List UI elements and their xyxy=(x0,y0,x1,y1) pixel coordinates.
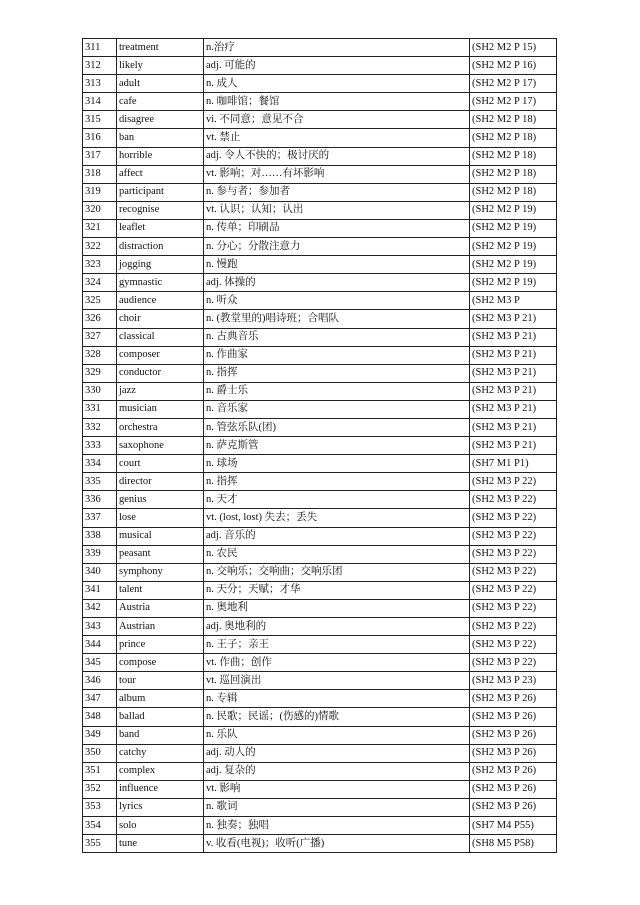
entry-meaning: n. 歌词 xyxy=(204,798,470,816)
entry-number: 332 xyxy=(83,418,117,436)
entry-meaning: n. 咖啡馆；餐馆 xyxy=(204,93,470,111)
table-row xyxy=(83,780,557,798)
entry-reference: (SH2 M3 P xyxy=(470,292,557,310)
entry-reference: (SH2 M3 P 21) xyxy=(470,346,557,364)
entry-number: 343 xyxy=(83,618,117,636)
table-row xyxy=(83,762,557,780)
entry-word: prince xyxy=(117,636,204,654)
table-row xyxy=(83,798,557,816)
table-row xyxy=(83,599,557,617)
entry-meaning: adj. 音乐的 xyxy=(204,527,470,545)
table-row xyxy=(83,147,557,165)
entry-reference: (SH2 M3 P 21) xyxy=(470,364,557,382)
entry-word: tour xyxy=(117,672,204,690)
entry-number: 320 xyxy=(83,201,117,219)
entry-number: 327 xyxy=(83,328,117,346)
entry-meaning: vt. 巡回演出 xyxy=(204,672,470,690)
entry-meaning: n. 爵士乐 xyxy=(204,382,470,400)
entry-reference: (SH2 M2 P 18) xyxy=(470,111,557,129)
entry-reference: (SH2 M3 P 26) xyxy=(470,762,557,780)
entry-word: band xyxy=(117,726,204,744)
entry-meaning: n. 独奏；独唱 xyxy=(204,817,470,835)
entry-reference: (SH2 M3 P 22) xyxy=(470,527,557,545)
entry-meaning: n. 王子；亲王 xyxy=(204,636,470,654)
entry-word: classical xyxy=(117,328,204,346)
table-row xyxy=(83,418,557,436)
entry-meaning: vt. 禁止 xyxy=(204,129,470,147)
entry-reference: (SH2 M2 P 17) xyxy=(470,75,557,93)
entry-meaning: n. 听众 xyxy=(204,292,470,310)
table-row xyxy=(83,201,557,219)
entry-word: ban xyxy=(117,129,204,147)
table-row xyxy=(83,509,557,527)
entry-word: saxophone xyxy=(117,437,204,455)
entry-word: director xyxy=(117,473,204,491)
entry-meaning: adj. 令人不快的；极讨厌的 xyxy=(204,147,470,165)
entry-number: 335 xyxy=(83,473,117,491)
vocabulary-table xyxy=(82,38,557,853)
entry-meaning: vt. 影响；对……有坏影响 xyxy=(204,165,470,183)
table-row xyxy=(83,835,557,853)
table-row xyxy=(83,274,557,292)
entry-word: lose xyxy=(117,509,204,527)
table-row xyxy=(83,256,557,274)
entry-number: 312 xyxy=(83,57,117,75)
entry-word: genius xyxy=(117,491,204,509)
entry-number: 338 xyxy=(83,527,117,545)
entry-number: 325 xyxy=(83,292,117,310)
entry-word: court xyxy=(117,455,204,473)
table-row xyxy=(83,382,557,400)
table-row xyxy=(83,473,557,491)
entry-meaning: n. 球场 xyxy=(204,455,470,473)
entry-word: disagree xyxy=(117,111,204,129)
entry-word: distraction xyxy=(117,238,204,256)
entry-word: complex xyxy=(117,762,204,780)
entry-number: 321 xyxy=(83,219,117,237)
entry-meaning: n. 交响乐；交响曲；交响乐团 xyxy=(204,563,470,581)
entry-number: 322 xyxy=(83,238,117,256)
entry-word: treatment xyxy=(117,39,204,57)
entry-reference: (SH2 M3 P 22) xyxy=(470,581,557,599)
entry-word: likely xyxy=(117,57,204,75)
entry-number: 345 xyxy=(83,654,117,672)
table-row xyxy=(83,581,557,599)
entry-number: 355 xyxy=(83,835,117,853)
table-row xyxy=(83,618,557,636)
entry-word: jogging xyxy=(117,256,204,274)
entry-word: composer xyxy=(117,346,204,364)
entry-word: tune xyxy=(117,835,204,853)
table-row xyxy=(83,328,557,346)
table-row xyxy=(83,527,557,545)
entry-number: 342 xyxy=(83,599,117,617)
entry-word: talent xyxy=(117,581,204,599)
entry-meaning: n. 天分；天赋；才华 xyxy=(204,581,470,599)
entry-number: 341 xyxy=(83,581,117,599)
entry-reference: (SH2 M3 P 22) xyxy=(470,636,557,654)
entry-reference: (SH2 M2 P 17) xyxy=(470,93,557,111)
entry-reference: (SH2 M3 P 26) xyxy=(470,708,557,726)
entry-meaning: vi. 不同意；意见不合 xyxy=(204,111,470,129)
table-row xyxy=(83,636,557,654)
entry-word: album xyxy=(117,690,204,708)
entry-number: 353 xyxy=(83,798,117,816)
entry-number: 333 xyxy=(83,437,117,455)
table-row xyxy=(83,455,557,473)
entry-number: 313 xyxy=(83,75,117,93)
entry-word: choir xyxy=(117,310,204,328)
table-row xyxy=(83,219,557,237)
entry-reference: (SH2 M3 P 26) xyxy=(470,690,557,708)
entry-number: 311 xyxy=(83,39,117,57)
table-row xyxy=(83,491,557,509)
entry-word: leaflet xyxy=(117,219,204,237)
entry-meaning: adj. 可能的 xyxy=(204,57,470,75)
table-row xyxy=(83,364,557,382)
entry-number: 330 xyxy=(83,382,117,400)
entry-meaning: n. 专辑 xyxy=(204,690,470,708)
entry-reference: (SH2 M2 P 15) xyxy=(470,39,557,57)
entry-meaning: n. 管弦乐队(团) xyxy=(204,418,470,436)
entry-word: orchestra xyxy=(117,418,204,436)
entry-meaning: n. 农民 xyxy=(204,545,470,563)
entry-number: 315 xyxy=(83,111,117,129)
entry-meaning: n. 民歌；民谣；(伤感的)情歌 xyxy=(204,708,470,726)
entry-number: 351 xyxy=(83,762,117,780)
entry-word: recognise xyxy=(117,201,204,219)
table-row xyxy=(83,292,557,310)
entry-reference: (SH2 M3 P 22) xyxy=(470,654,557,672)
entry-meaning: n. 传单；印刷品 xyxy=(204,219,470,237)
entry-reference: (SH2 M2 P 18) xyxy=(470,147,557,165)
entry-number: 347 xyxy=(83,690,117,708)
entry-word: adult xyxy=(117,75,204,93)
entry-meaning: n.治疗 xyxy=(204,39,470,57)
entry-number: 319 xyxy=(83,183,117,201)
table-row xyxy=(83,672,557,690)
entry-word: ballad xyxy=(117,708,204,726)
entry-number: 349 xyxy=(83,726,117,744)
table-row xyxy=(83,111,557,129)
entry-word: musician xyxy=(117,400,204,418)
entry-word: compose xyxy=(117,654,204,672)
entry-reference: (SH2 M3 P 22) xyxy=(470,618,557,636)
entry-meaning: n. 乐队 xyxy=(204,726,470,744)
table-row xyxy=(83,654,557,672)
entry-reference: (SH2 M2 P 19) xyxy=(470,274,557,292)
entry-word: lyrics xyxy=(117,798,204,816)
entry-number: 323 xyxy=(83,256,117,274)
entry-reference: (SH2 M2 P 19) xyxy=(470,219,557,237)
entry-meaning: adj. 体操的 xyxy=(204,274,470,292)
entry-reference: (SH2 M3 P 21) xyxy=(470,400,557,418)
entry-word: Austria xyxy=(117,599,204,617)
entry-word: influence xyxy=(117,780,204,798)
entry-reference: (SH2 M3 P 26) xyxy=(470,780,557,798)
table-row xyxy=(83,708,557,726)
entry-reference: (SH2 M2 P 18) xyxy=(470,183,557,201)
entry-meaning: n. 指挥 xyxy=(204,473,470,491)
entry-word: conductor xyxy=(117,364,204,382)
entry-meaning: n. 萨克斯管 xyxy=(204,437,470,455)
entry-number: 329 xyxy=(83,364,117,382)
entry-word: affect xyxy=(117,165,204,183)
entry-reference: (SH7 M1 P1) xyxy=(470,455,557,473)
entry-meaning: n. 古典音乐 xyxy=(204,328,470,346)
entry-number: 324 xyxy=(83,274,117,292)
entry-number: 334 xyxy=(83,455,117,473)
table-row xyxy=(83,346,557,364)
entry-meaning: n. 分心；分散注意力 xyxy=(204,238,470,256)
entry-word: Austrian xyxy=(117,618,204,636)
table-row xyxy=(83,165,557,183)
entry-number: 331 xyxy=(83,400,117,418)
table-row xyxy=(83,310,557,328)
entry-reference: (SH2 M3 P 21) xyxy=(470,310,557,328)
table-row xyxy=(83,437,557,455)
table-row xyxy=(83,817,557,835)
entry-meaning: n. 音乐家 xyxy=(204,400,470,418)
entry-number: 336 xyxy=(83,491,117,509)
table-row xyxy=(83,75,557,93)
entry-reference: (SH2 M3 P 21) xyxy=(470,328,557,346)
entry-number: 337 xyxy=(83,509,117,527)
table-row xyxy=(83,129,557,147)
entry-word: audience xyxy=(117,292,204,310)
entry-reference: (SH2 M2 P 19) xyxy=(470,201,557,219)
entry-reference: (SH2 M3 P 22) xyxy=(470,509,557,527)
table-row xyxy=(83,238,557,256)
entry-word: peasant xyxy=(117,545,204,563)
entry-meaning: vt. 作曲；创作 xyxy=(204,654,470,672)
entry-meaning: n. 奥地利 xyxy=(204,599,470,617)
entry-meaning: n. 作曲家 xyxy=(204,346,470,364)
entry-word: catchy xyxy=(117,744,204,762)
entry-reference: (SH2 M3 P 22) xyxy=(470,473,557,491)
table-row xyxy=(83,744,557,762)
entry-word: gymnastic xyxy=(117,274,204,292)
entry-meaning: adj. 奥地利的 xyxy=(204,618,470,636)
entry-number: 344 xyxy=(83,636,117,654)
entry-reference: (SH2 M2 P 16) xyxy=(470,57,557,75)
table-row xyxy=(83,563,557,581)
entry-meaning: n. 指挥 xyxy=(204,364,470,382)
entry-meaning: vt. (lost, lost) 失去；丢失 xyxy=(204,509,470,527)
entry-reference: (SH2 M3 P 26) xyxy=(470,798,557,816)
entry-number: 316 xyxy=(83,129,117,147)
entry-number: 317 xyxy=(83,147,117,165)
entry-meaning: vt. 认识；认知；认出 xyxy=(204,201,470,219)
entry-meaning: v. 收看(电视)；收听(广播) xyxy=(204,835,470,853)
entry-number: 314 xyxy=(83,93,117,111)
entry-word: cafe xyxy=(117,93,204,111)
entry-reference: (SH2 M3 P 22) xyxy=(470,491,557,509)
entry-word: jazz xyxy=(117,382,204,400)
vocabulary-table-body xyxy=(83,39,557,853)
table-row xyxy=(83,690,557,708)
entry-reference: (SH2 M3 P 22) xyxy=(470,545,557,563)
entry-meaning: vt. 影响 xyxy=(204,780,470,798)
entry-reference: (SH2 M2 P 18) xyxy=(470,165,557,183)
entry-reference: (SH2 M2 P 18) xyxy=(470,129,557,147)
entry-number: 339 xyxy=(83,545,117,563)
entry-reference: (SH2 M3 P 22) xyxy=(470,563,557,581)
entry-word: musical xyxy=(117,527,204,545)
table-row xyxy=(83,400,557,418)
entry-word: participant xyxy=(117,183,204,201)
entry-reference: (SH8 M5 P58) xyxy=(470,835,557,853)
entry-number: 346 xyxy=(83,672,117,690)
entry-meaning: n. 天才 xyxy=(204,491,470,509)
entry-word: solo xyxy=(117,817,204,835)
entry-number: 354 xyxy=(83,817,117,835)
entry-word: symphony xyxy=(117,563,204,581)
table-row xyxy=(83,726,557,744)
entry-number: 340 xyxy=(83,563,117,581)
table-row xyxy=(83,545,557,563)
entry-word: horrible xyxy=(117,147,204,165)
entry-meaning: adj. 动人的 xyxy=(204,744,470,762)
entry-number: 326 xyxy=(83,310,117,328)
entry-reference: (SH2 M3 P 22) xyxy=(470,599,557,617)
table-row xyxy=(83,39,557,57)
entry-reference: (SH2 M3 P 26) xyxy=(470,744,557,762)
entry-reference: (SH2 M2 P 19) xyxy=(470,256,557,274)
entry-number: 318 xyxy=(83,165,117,183)
entry-reference: (SH7 M4 P55) xyxy=(470,817,557,835)
table-row xyxy=(83,93,557,111)
table-row xyxy=(83,183,557,201)
entry-reference: (SH2 M2 P 19) xyxy=(470,238,557,256)
entry-number: 328 xyxy=(83,346,117,364)
entry-reference: (SH2 M3 P 21) xyxy=(470,437,557,455)
entry-meaning: n. 慢跑 xyxy=(204,256,470,274)
entry-meaning: n. 参与者；参加者 xyxy=(204,183,470,201)
entry-number: 350 xyxy=(83,744,117,762)
entry-number: 348 xyxy=(83,708,117,726)
entry-meaning: adj. 复杂的 xyxy=(204,762,470,780)
entry-meaning: n. (教堂里的)唱诗班；合唱队 xyxy=(204,310,470,328)
entry-reference: (SH2 M3 P 26) xyxy=(470,726,557,744)
entry-reference: (SH2 M3 P 21) xyxy=(470,382,557,400)
entry-number: 352 xyxy=(83,780,117,798)
entry-reference: (SH2 M3 P 21) xyxy=(470,418,557,436)
entry-meaning: n. 成人 xyxy=(204,75,470,93)
table-row xyxy=(83,57,557,75)
entry-reference: (SH2 M3 P 23) xyxy=(470,672,557,690)
